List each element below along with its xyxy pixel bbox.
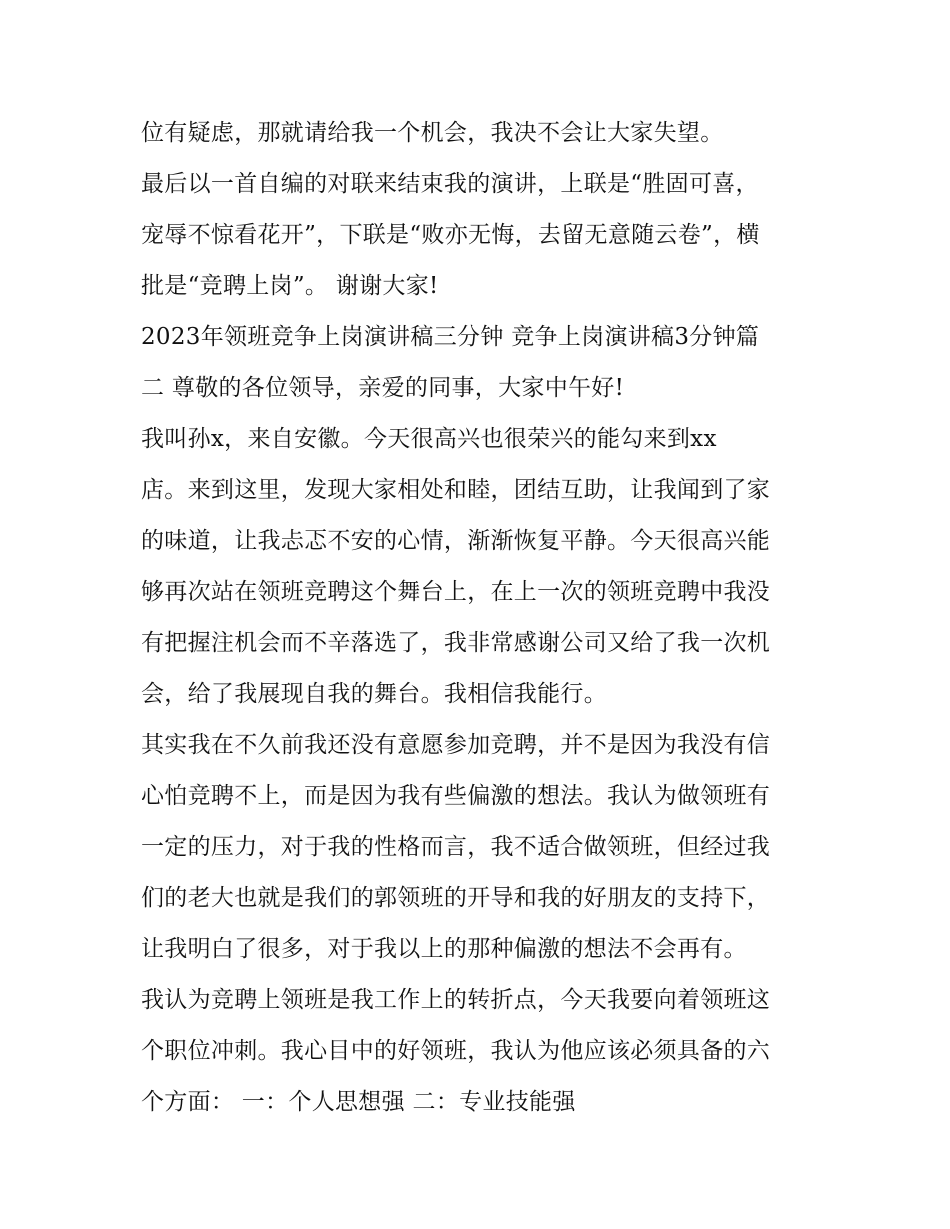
text-line: 有把握注机会而不辛落选了，我非常感谢公司又给了我一次机 bbox=[141, 630, 771, 656]
body-text bbox=[141, 108, 821, 1128]
text-line: 其实我在不久前我还没有意愿参加竞聘，并不是因为我没有信 bbox=[141, 732, 771, 758]
text-line: 二 尊敬的各位领导，亲爱的同事，大家中午好! bbox=[141, 375, 625, 401]
text-line: 2023年领班竞争上岗演讲稿三分钟 竞争上岗演讲稿3分钟篇 bbox=[141, 324, 760, 350]
text-line: 一定的压力，对于我的性格而言，我不适合做领班，但经过我 bbox=[141, 834, 771, 860]
text-line: 会，给了我展现自我的舞台。我相信我能行。 bbox=[141, 681, 607, 707]
text-line: 的味道，让我忐忑不安的心情，渐渐恢复平静。今天很高兴能 bbox=[141, 528, 771, 554]
text-line: 我认为竞聘上领班是我工作上的转折点，今天我要向着领班这 bbox=[141, 987, 771, 1013]
text-line: 最后以一首自编的对联来结束我的演讲，上联是“胜固可喜， bbox=[141, 171, 759, 197]
text-line: 个职位冲刺。我心目中的好领班，我认为他应该必须具备的六 bbox=[141, 1038, 771, 1064]
text-line: 们的老大也就是我们的郭领班的开导和我的好朋友的支持下， bbox=[141, 885, 771, 911]
text-line: 心怕竞聘不上，而是因为我有些偏激的想法。我认为做领班有 bbox=[141, 783, 771, 809]
text-line: 批是“竞聘上岗”。 谢谢大家! bbox=[141, 273, 439, 299]
text-line: 店。来到这里，发现大家相处和睦，团结互助，让我闻到了家 bbox=[141, 477, 771, 503]
text-line: 我叫孙x，来自安徽。今天很高兴也很荣兴的能勾来到xx bbox=[141, 426, 717, 452]
text-line: 宠辱不惊看花开”，下联是“败亦无悔，去留无意随云卷”，横 bbox=[141, 222, 760, 248]
text-line: 个方面： 一：个人思想强 二：专业技能强 bbox=[141, 1089, 576, 1115]
text-line: 位有疑虑，那就请给我一个机会，我决不会让大家失望。 bbox=[141, 120, 724, 146]
text-line: 让我明白了很多，对于我以上的那种偏激的想法不会再有。 bbox=[141, 936, 747, 962]
text-line: 够再次站在领班竞聘这个舞台上，在上一次的领班竞聘中我没 bbox=[141, 579, 771, 605]
